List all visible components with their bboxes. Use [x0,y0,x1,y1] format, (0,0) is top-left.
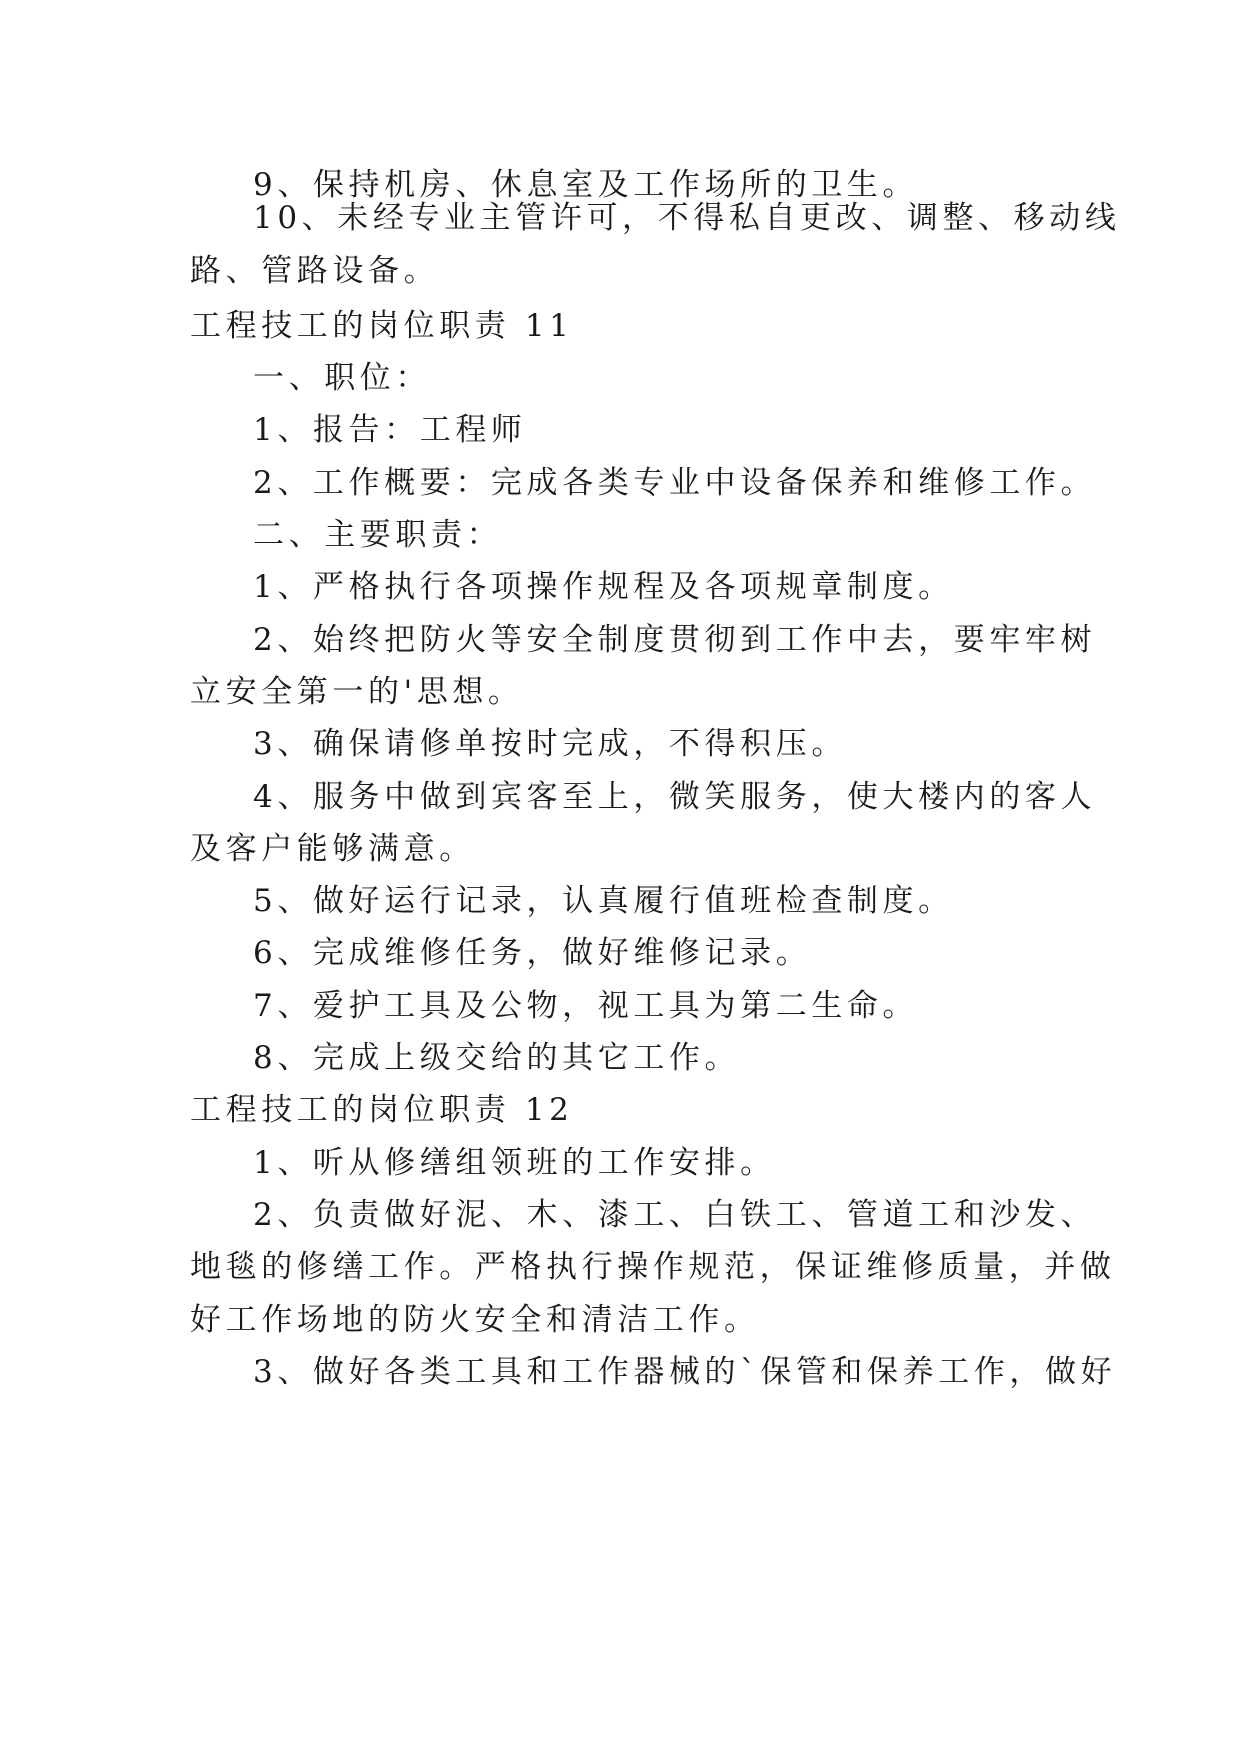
section-heading: 工程技工的岗位职责 12 [190,1092,574,1128]
paragraph-line: 4、服务中做到宾客至上，微笑服务，使大楼内的客人 [253,779,1097,815]
paragraph-line: 2、工作概要：完成各类专业中设备保养和维修工作。 [253,465,1097,501]
paragraph-line: 二、主要职责： [253,517,503,553]
paragraph-line: 8、完成上级交给的其它工作。 [253,1040,741,1076]
paragraph-line: 及客户能够满意。 [190,831,475,867]
section-heading: 工程技工的岗位职责 11 [190,308,574,344]
paragraph-line: 立安全第一的'思想。 [190,674,524,710]
paragraph-line: 好工作场地的防火安全和清洁工作。 [190,1302,760,1338]
paragraph-line: 5、做好运行记录，认真履行值班检查制度。 [253,883,954,919]
paragraph-line: 6、完成维修任务，做好维修记录。 [253,935,812,971]
paragraph-line: 地毯的修缮工作。严格执行操作规范，保证维修质量，并做 [190,1249,1116,1285]
paragraph-line: 3、确保请修单按时完成，不得积压。 [253,726,847,762]
paragraph-line: 1、听从修缮组领班的工作安排。 [253,1145,776,1181]
paragraph-line: 10、未经专业主管许可，不得私自更改、调整、移动线 [253,200,1121,236]
paragraph-line: 1、严格执行各项操作规程及各项规章制度。 [253,569,954,605]
paragraph-line: 9、保持机房、休息室及工作场所的卫生。 [253,167,919,203]
paragraph-line: 路、管路设备。 [190,253,440,289]
paragraph-line: 1、报告：工程师 [253,412,527,448]
paragraph-line: 一、职位： [253,360,431,396]
paragraph-line: 2、始终把防火等安全制度贯彻到工作中去，要牢牢树 [253,622,1097,658]
paragraph-line: 3、做好各类工具和工作器械的`保管和保养工作，做好 [253,1354,1117,1390]
paragraph-line: 2、负责做好泥、木、漆工、白铁工、管道工和沙发、 [253,1197,1097,1233]
paragraph-line: 7、爱护工具及公物，视工具为第二生命。 [253,988,919,1024]
